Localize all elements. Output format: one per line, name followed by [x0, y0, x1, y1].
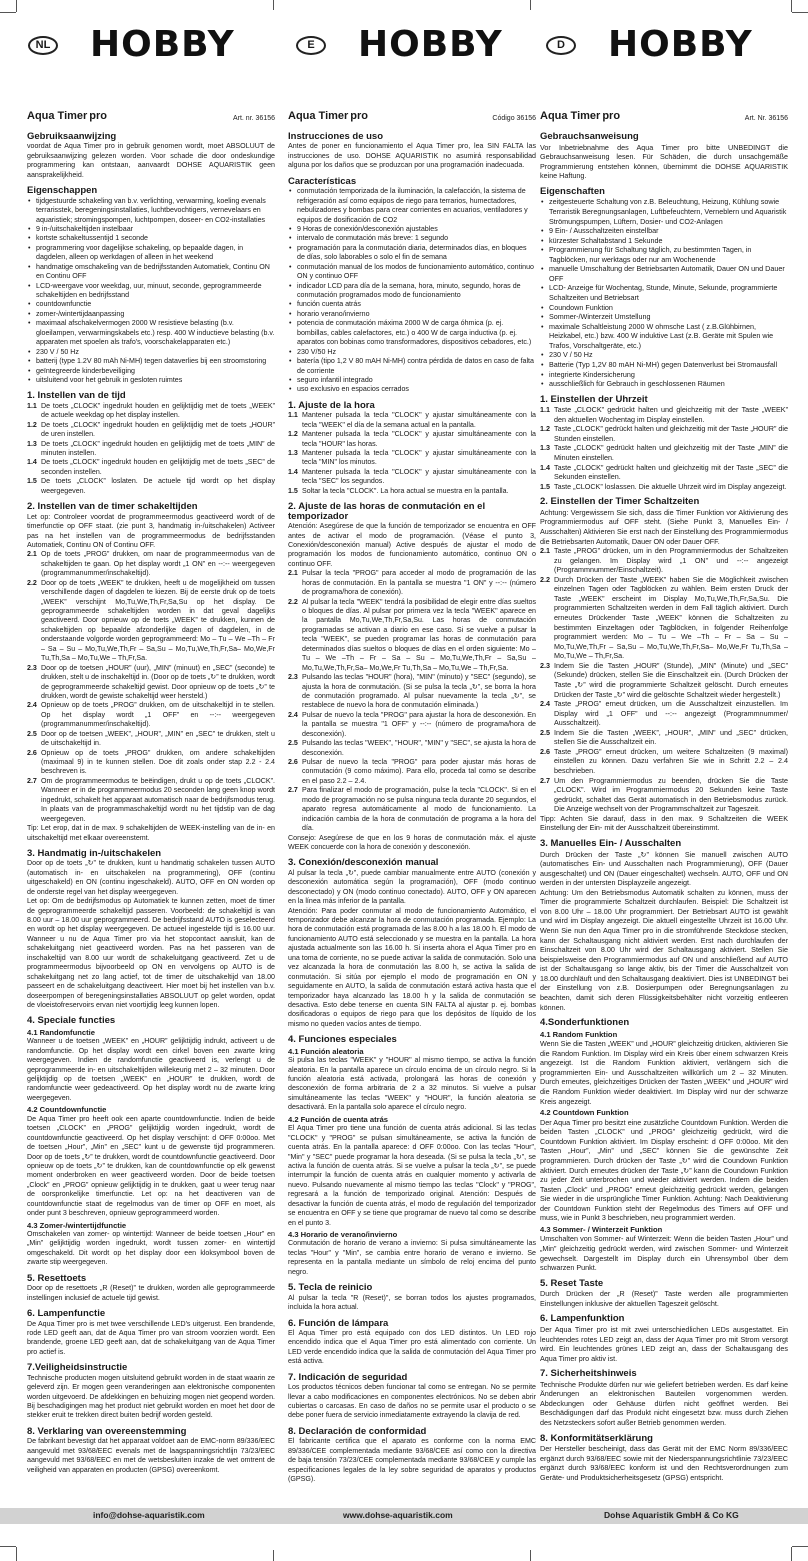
feature-item: • Programmierung für Schaltung täglich, zu bestimmten Tagen, in Tagblöcken, nur werktags oder nur am Wochenende: [540, 245, 788, 264]
section-heading: 5. Tecla de reinicio: [288, 1282, 373, 1294]
section-heading: 6. Lampenfunctie: [27, 1308, 106, 1320]
numbered-step: [27, 550, 275, 578]
feature-item: • LCD- Anzeige für Wochentag, Stunde, Minute, Sekunde, programmierte Schaltzeiten und Betriebsart: [540, 283, 788, 302]
feature-item: • horario verano/invierno: [288, 310, 536, 319]
crop-mark: [530, 1550, 531, 1561]
paragraph: Wanneer u de toetsen „WEEK” en „HOUR” gelijktijdig indrukt, activeert u de randomfunctie. Op het display wordt een cirkel boven een zwarte kring weergegeven. Indien de randomfunctie geactiveerd is, verlengt u de geprogrammeerde in- en uitschakeltijden willekeurig met 2 – 32 minuten. Door gelijktijdig op de toetsen „WEEK” en „HOUR” te drukken, wordt de randomfunctie weer gedeactiveerd. Op het display wordt nu de zwarte kring weergegeven.: [27, 1037, 275, 1102]
step-text: Mantener pulsada la tecla "CLOCK" y ajustar simultáneamente con la tecla "WEEK" el día de la semana actual en la pantalla.: [302, 411, 536, 429]
feature-list: [288, 187, 536, 395]
feature-item: • programación para la conmutación diaria, determinados días, en bloques de días, solo laborables o solo el fin de semana: [288, 244, 536, 263]
numbered-step: [540, 699, 788, 728]
step-text: Taste „CLOCK” gedrückt halten und gleichzeitig mit der Taste „WEEK” den aktuellen Wochentag im Display einstellen.: [554, 405, 788, 424]
footer-email[interactable]: info@dohse-aquaristik.com: [93, 1510, 205, 1520]
hobby-logo: [90, 24, 235, 65]
crop-mark: [530, 0, 531, 10]
product-title-suffix: pro: [350, 110, 369, 122]
numbered-step: [540, 661, 788, 699]
feature-item: • 9 in-/uitschakeltijden instelbaar: [27, 225, 275, 234]
feature-item: • maximale Schaltleistung 2000 W ohmsche Last ( z.B.Glühbirnen, Heizkabel, etc.) bzw. 400 W induktive Last (z.B. Geräte mit Spulen wie Trafos, Vorschaltgeräte, etc.): [540, 322, 788, 351]
feature-list: [27, 197, 275, 386]
step-text: Pulsar de nuevo la tecla "PROG" para ajustar la hora de desconexión. En la pantalla se muestra "1 OFF" y --:-- (número de programa/hora de desconexión).: [302, 710, 536, 738]
step-number: 2.6: [288, 758, 298, 766]
step-number: 2.3: [288, 673, 298, 682]
section-heading: Características: [288, 175, 357, 187]
section-heading: 1. Einstellen der Uhrzeit: [540, 393, 648, 405]
paragraph: Door op de toets „↻” te drukken, kunt u handmatig schakelen tussen AUTO (automatisch in- en uitschakelen na programmering), OFF (continu uitgeschakeld) en ON (continu ingeschakeld). AUTO, OFF en ON worden op de onderste regel van het display weergegeven.: [27, 859, 275, 896]
paragraph: Let op: Controleer voordat de programmeermodus geactiveerd wordt of de timerfunctie op OFF staat. (zie punt 3, handmatig in-/uitschakelen) Activeer pas na het instellen van de programmeermodus de bedrijfsstanden Automatiek, Continu ON of Continu OFF.: [27, 512, 275, 549]
section-heading: 6. Función de lámpara: [288, 1317, 389, 1329]
numbered-step: [540, 443, 788, 462]
feature-item: • conmutación manual de los modos de funcionamiento automático, continuo ON y continuo OFF: [288, 263, 536, 282]
language-badge: E: [296, 36, 326, 55]
step-text: Um den Programmiermodus zu beenden, drücken Sie die Taste „CLOCK”. Wird im Programmiermodus 20 Sekunden keine Taste gedrückt, schaltet das Gerät automatisch in den Betriebsmodus zurück. Die Anzeige wechselt von der Programmschaltzeit zur Tageszeit.: [554, 775, 788, 814]
step-number: 2.1: [288, 569, 298, 578]
step-number: 2.5: [540, 727, 550, 737]
step-number: 1.1: [27, 401, 37, 410]
numbered-step: [288, 758, 536, 786]
numbered-step: [288, 411, 536, 430]
step-number: 2.7: [27, 776, 37, 785]
step-text: Para finalizar el modo de programación, pulse la tecla "CLOCK". Si en el modo de programación no se pulsa ninguna tecla durante 20 segundos, el aparato regresa automáticamente al modo de funcionamiento. La indicación cambia de la hora de conmutación de programa a la hora del día.: [302, 786, 536, 833]
crop-mark: [273, 1550, 274, 1561]
feature-item: • uso exclusivo en espacios cerrados: [288, 385, 536, 394]
footer-company: Dohse Aquaristik GmbH & Co KG: [604, 1510, 739, 1520]
section-heading: 2. Einstellen der Timer Schaltzeiten: [540, 496, 700, 508]
crop-mark: [792, 1546, 808, 1547]
step-text: Taste „CLOCK” loslassen. Die aktuelle Uhrzeit wird im Display angezeigt.: [554, 481, 787, 491]
logo-text: HOBBY: [608, 24, 753, 65]
step-text: De toets „CLOCK” ingedrukt houden en gelijktijdig met de toets „SEC” de seconden instellen.: [41, 458, 275, 476]
step-number: 1.2: [288, 430, 298, 439]
numbered-step: [540, 747, 788, 776]
section-heading: 8. Konformitätserklärung: [540, 1432, 653, 1444]
step-text: Pulsando las teclas "HOUR" (hora), "MIN" (minuto) y "SEC" (segundo), se ajusta la hora de conmutación. (Si se pulsa la tecla „↻”, se borra la hora de conmutación programado. Al pulsar nuevamente la tecla „↻”, se restablece de nuevo la hora de conmutación eliminada.): [302, 673, 536, 710]
paragraph: De fabrikant bevestigt dat het apparaat voldoet aan de EMC-norm 89/336/EEC aangevuld met 93/68/EEC evenals met de laagspanningsrichtlijn 73/23/EEC aangevuld met 93/68/EEC en met de wetsbesluiten inzake de wet omtrent de veiligheid van apparaten en producten (GPSG) overeenkomt.: [27, 1437, 275, 1474]
step-text: Mantener pulsada la tecla "CLOCK" y ajustar simultáneamente con la tecla "HOUR" las horas.: [302, 430, 536, 448]
numbered-step: [540, 482, 788, 492]
crop-mark: [0, 1546, 16, 1547]
crop-mark: [273, 0, 274, 10]
paragraph: Atención: Asegúrese de que la función de temporizador se encuentra en OFF antes de activar el modo de programación. (Véase el punto 3, Conexión/desconexión manual) Active después de ajustar el modo de programación los modos de funcionamiento automático, continuo ON o continuo OFF.: [288, 522, 536, 568]
step-number: 2.6: [27, 748, 37, 757]
header-col: [538, 24, 790, 82]
step-number: 2.4: [540, 699, 550, 709]
title-row: [540, 112, 788, 126]
section-heading: 7. Sicherheitshinweis: [540, 1368, 637, 1380]
numbered-step: [27, 440, 275, 459]
footer-bar: [0, 1508, 808, 1524]
product-title-suffix: pro: [602, 110, 621, 122]
column-d: [540, 112, 788, 1482]
section-heading: 8. Declaración de conformidad: [288, 1425, 427, 1437]
numbered-step: [288, 786, 536, 833]
step-number: 1.2: [540, 424, 550, 434]
step-number: 1.3: [288, 449, 298, 457]
section-heading: 6. Lampenfunktion: [540, 1313, 625, 1325]
feature-item: • kürzester Schaltabstand 1 Sekunde: [540, 236, 788, 246]
step-number: 1.4: [288, 467, 298, 476]
tip-paragraph: Tipp: Achten Sie darauf, dass in den max. 9 Schaltzeiten die WEEK Einstellung der Ein- mit der Ausschaltzeit übereinstimmt.: [540, 813, 788, 833]
section-heading: 3. Manuelles Ein- / Ausschalten: [540, 837, 682, 849]
header-col: [288, 24, 540, 82]
footer-website[interactable]: www.dohse-aquaristik.com: [343, 1510, 453, 1520]
feature-item: • ausschließlich für Gebrauch in geschlossenen Räumen: [540, 379, 788, 389]
step-number: 2.4: [288, 710, 298, 719]
paragraph: De Aqua Timer pro is met twee verschillende LED's uitgerust. Een brandende, rode LED geeft aan, dat de Aqua Timer pro van stroom voorzien wordt. Een brandende, groene LED geeft aan, dat de schakeluitgang van de Aqua Timer pro actief is.: [27, 1319, 275, 1356]
step-text: Soltar la tecla "CLOCK". La hora actual se muestra en la pantalla.: [302, 486, 509, 495]
feature-item: • intervalo de conmutación más breve: 1 segundo: [288, 234, 536, 243]
step-text: Opnieuw op de toets „PROG” drukken, om andere schakeltijden (maximaal 9) in te kunnen stellen. Doe dit zoals onder stap 2.2 - 2.4 beschreven is.: [41, 748, 275, 776]
tip-paragraph: Consejo: Asegúrese de que en los 9 horas de conmutación máx. el ajuste WEEK concuerde con la hora de conexión y desconexión.: [288, 833, 536, 851]
step-text: Indem Sie die Tasten „HOUR” (Stunde), „MIN” (Minute) und „SEC” (Sekunde) drücken, stellen Sie die Einschaltzeit ein. (Durch Drücken der Taste „↻” wird die programmierte Schaltzeit gelöscht. Durch erneutes Drücken der Taste „↻” wird die gelöschte Schaltzeit wieder hergestellt.): [554, 660, 788, 699]
numbered-step: [27, 458, 275, 477]
feature-list: [540, 197, 788, 388]
numbered-step: [27, 701, 275, 729]
step-text: De toets „CLOCK” ingedrukt houden en gelijktijdig met de toets „MIN” de minuten instellen.: [41, 439, 275, 457]
feature-item: • LCD-weergave voor weekdag, uur, minuut, seconde, geprogrammeerde schakeltijden en bedrijfsstand: [27, 282, 275, 301]
numbered-step: [27, 749, 275, 777]
paragraph: Durch Drücken der Taste „↻” können Sie manuell zwischen AUTO (automatisches Ein- und Ausschalten nach Programmierung), OFF (Dauer ausgeschaltet) und ON (Dauer eingeschaltet) wechseln. AUTO, OFF und ON werden in der untersten Displayzeile angezeigt.: [540, 849, 788, 888]
paragraph: Al pulsar la tecla „↻”, puede cambiar manualmente entre AUTO (conexión y desconexión automática según la programación), OFF (modo continuo desconectado) y ON (modo continuo conectado). AUTO, OFF y ON aparecen en la línea más inferior de la pantalla.: [288, 868, 536, 906]
step-text: Mantener pulsada la tecla "CLOCK" y ajustar simultáneamente con la tecla "SEC" los segundos.: [302, 467, 536, 486]
step-number: 1.5: [540, 481, 550, 491]
section-heading: 5. Reset Taste: [540, 1277, 604, 1289]
section-heading: 5. Resettoets: [27, 1272, 87, 1284]
subsection-heading: 4.1 Randomfunctie: [27, 1027, 95, 1037]
numbered-step: [27, 421, 275, 440]
crop-mark: [791, 0, 792, 12]
section-heading: 8. Verklaring van overeenstemming: [27, 1425, 187, 1437]
hobby-logo: [608, 24, 753, 65]
step-text: Mantener pulsada la tecla "CLOCK" y ajustar simultáneamente con la tecla "MIN" los minutos.: [302, 449, 536, 467]
paragraph: El Aqua Timer pro tiene una función de cuenta atrás adicional. Si las teclas "CLOCK" y "PROG" se pulsan simultáneamente, se activa la función de cuenta atrás. En la pantalla aparece: d OFF 0:00oo. Con las teclas "Hour", "Min" y "SEC" puede programar la hora deseada. (Si se pulsa la tecla „↻”, se activa la función de cuenta atrás. Si se vuelve a pulsar la tecla „↻”, se puede interrumpir la función de cuenta atrás en cualquier momento y activarla de nuevo. Pulsando nuevamente al mismo tiempo las teclas "Clock" y "PROG", regresará a la función de temporizado original. Atención: Después de desactivar la función de cuenta atrás, el modo de regulación del temporizador se encuentra en OFF y se tiene que programar de nuevo tal como se describe en el punto 3.: [288, 1124, 536, 1227]
step-number: 2.2: [288, 597, 298, 606]
feature-item: • 230 V/50 Hz: [288, 348, 536, 357]
step-text: De toets „CLOCK” loslaten. De actuele tijd wordt op het display weergegeven.: [41, 477, 275, 495]
step-number: 1.1: [288, 411, 298, 420]
section-heading: Instrucciones de uso: [288, 131, 384, 142]
numbered-step: [540, 728, 788, 747]
paragraph: Atención: Para poder conmutar al modo de funcionamiento Automático, el temporizador debe alcanzar la hora de conmutación programada. Ejemplo: La hora de conmutación está programada de las 8.00 h a las 18.00 h. El modo de funcionamiento AUTO está seleccionado y se muestra en la pantalla. La hora ajustada actualmente son las 16.00 h. Si inserta ahora el Aqua Timer pro en una toma de corriente, no se puede activar la salida de conmutación. Solo una vez alcanzada la hora de conmutación las 8.00 h, se activa la salida de conmutación. Si sitúa por ejemplo el modo de programación en ON y seguidamente en AUTO, la salida de conmutación estará activa hasta que el temporizador haya alcanzado las 18.00 h y la salida de conmutación se desactiva. Esto debe tenerse en cuenta SIN FALTA al ajustar p. ej. bombas dosificadoras o equipos de riego para que los depósitos de líquido de los mismo no queden vacíos antes de tiempo.: [288, 906, 536, 1028]
step-number: 2.7: [288, 786, 298, 795]
subsection-heading: 4.2 Countdown Funktion: [540, 1108, 629, 1118]
paragraph: El fabricante certifica que el aparato es conforme con la norma EMC 89/336/CEE complementada mediante 93/68/CEE así como con la directiva de baja tensión 73/23/CEE complementada mediante 93/68/CEE y cumple las especificaciones legales de la ley sobre seguridad de aparatos y productos (GPSG).: [288, 1437, 536, 1484]
feature-item: • countdownfunctie: [27, 300, 275, 309]
paragraph: voordat de Aqua Timer pro in gebruik genomen wordt, moet ABSOLUUT de gebruiksaanwijzing gelezen worden. Voor schade die door ondeskundige programmering kan ontstaan, aanvaardt DOHSE AQUARISTIK geen aansprakelijkheid.: [27, 142, 275, 179]
header: [0, 24, 808, 82]
numbered-step: [27, 730, 275, 749]
feature-item: • geïntegreerde kinderbeveiliging: [27, 367, 275, 376]
feature-item: • zeitgesteuerte Schaltung von z.B. Beleuchtung, Heizung, Kühlung sowie Terraristik Beregnungsanlagen, Luftbefeuchtern, Verneblern und Aquaristik Strömungspumpen, Lüftern, Dosier- und CO2-Anlagen: [540, 197, 788, 226]
numbered-step: [540, 424, 788, 443]
subsection-heading: 4.3 Sommer- / Winterzeit Funktion: [540, 1224, 663, 1234]
feature-item: • conmutación temporizada de la iluminación, la calefacción, la sistema de refrigeración así como equipos de riego para terrarios, humectadores, nebulizadores y bombas para crear corrientes en acuarios, ventiladores y equipos de dosificación de CO2: [288, 187, 536, 225]
subsection-heading: 4.2 Countdownfunctie: [27, 1105, 107, 1115]
paragraph: Der Aqua Timer pro ist mit zwei unterschiedlichen LEDs ausgestattet. Ein leuchtendes rotes LED zeigt an, dass der Aqua Timer pro mit Strom versorgt wird. Ein leuchtendes grünes LED zeigt an, dass der Schaltausgang des Aqua Timer pro aktiv ist.: [540, 1324, 788, 1363]
step-text: Om de programmeermodus te beëindigen, drukt u op de toets „CLOCK”. Wanneer er in de programmeermodus 20 seconden lang geen knop wordt ingedrukt, schakelt het apparaat automatisch naar de bedrijfsmodus terug. In plaats van de programmaschakeltijd wordt nu het tijdstip van de dag weergegeven.: [41, 776, 275, 823]
step-text: Pulsar de nuevo la tecla "PROG" para poder ajustar más horas de conmutación (9 como máximo). Para ello, proceda tal como se describe en el paso 2.2 – 2.4.: [302, 758, 536, 785]
step-number: 2.7: [540, 775, 550, 785]
step-text: De toets „CLOCK” ingedrukt houden en gelijktijdig met de toets „WEEK” de actuele weekdag op het display instellen.: [41, 401, 275, 420]
paragraph: Antes de poner en funcionamiento el Aqua Timer pro, lea SIN FALTA las instrucciones de uso. DOHSE AQUARISTIK no asumirá responsabilidad alguna por los daños que se produzcan por una programación inadecuada.: [288, 142, 536, 170]
paragraph: Omschakelen van zomer- op wintertijd: Wanneer de beide toetsen „Hour” en „Min” gelijktijdig worden ingedrukt, wordt tussen zomer- en wintertijd omgeschakeld. Dit wordt op het display door een kloksymbool boven de zwarte stip weergegeven.: [27, 1230, 275, 1267]
section-heading: 3. Conexión/desconexión manual: [288, 857, 439, 869]
step-number: 1.1: [540, 405, 550, 415]
paragraph: Door op de resettoets „R (Reset)” te drukken, worden alle geprogrammeerde instellingen inclusief de actuele tijd gewist.: [27, 1284, 275, 1302]
paragraph: El Aqua Timer pro está equipado con dos LED distintos. Un LED rojo encendido indica que el Aqua Timer pro está alimentado con corriente. Un LED verde encendido indica que la salida de conmutación del Aqua Timer pro está activa.: [288, 1328, 536, 1366]
product-title: Aqua Timer: [27, 110, 88, 122]
crop-mark: [791, 1547, 792, 1561]
article-number: Art. nr. 36156: [232, 115, 275, 122]
crop-mark: [16, 0, 17, 12]
numbered-step: [540, 546, 788, 575]
header-col: [20, 24, 272, 82]
subsection-heading: 4.3 Horario de verano/invierno: [288, 1230, 398, 1239]
paragraph: Achtung: Vergewissern Sie sich, dass die Timer Funktion vor Aktivierung des Programmiermodus auf OFF steht. (Siehe Punkt 3, Manuelles Ein- / Ausschalten) Aktivieren Sie erst nach der Einstellung des Programmiermodus die Betriebsarten Automatik, Dauer ON oder Dauer OFF.: [540, 507, 788, 546]
paragraph: Conmutación de horario de verano a invierno: Si pulsa simultáneamente las teclas "Hour" y "Min", se cambia entre horario de verano e invierno. Se representa en la pantalla mediante un símbolo de reloj encima del punto negro.: [288, 1239, 536, 1276]
feature-item: • uitsluitend voor het gebruik in gesloten ruimtes: [27, 376, 275, 385]
step-number: 2.4: [27, 701, 37, 710]
feature-item: • indicador LCD para día de la semana, hora, minuto, segundo, horas de conmutación programados modo de funcionamiento: [288, 282, 536, 301]
step-text: Door op de toetsen „HOUR” (uur), „MIN” (minuut) en „SEC” (seconde) te drukken, stelt u de inschakeltijd in. (Door op de toets „↻” te drukken, wordt de geprogrammeerde schakeltijd gewist. Door opnieuw op de toets „↻” te drukken, wordt de gewiste schakeltijd weer hersteld.): [41, 663, 275, 700]
logo-text: HOBBY: [358, 24, 503, 65]
step-number: 1.4: [540, 462, 550, 472]
step-text: Al pulsar la tecla "WEEK" tendrá la posibilidad de elegir entre días sueltos o bloques de días. Al pulsar por primera vez la tecla "WEEK" aparece en la pantalla Mo,Tu,We,Th,Fr,Sa,Su. Las horas de conmutación programadas se activan a diario en ese caso. Si se vuelve a pulsar la tecla "WEEK", se pueden programar las horas de conmutación para determinados días sueltos o bloques de días en el orden siguiente: Mo – Tu – We –Th – Fr – Sa – Su – Mo,Tu,We,Th,Fr – Sa,Su – Mo,Tu,We,Th,Fr,Sa– Mo,We,Fr Tu,Th,Sa – Mo,Tu,We – Th,Fr,Sa.: [302, 597, 536, 672]
section-heading: 3. Handmatig in-/uitschakelen: [27, 847, 162, 859]
feature-item: • Batterie (Typ 1,2V 80 mAH Ni-MH) gegen Datenverlust bei Stromausfall: [540, 360, 788, 370]
step-text: Door op de toets „WEEK” te drukken, heeft u de mogelijkheid om tussen verschillende dagen of dagdelen te kiezen. Bij de eerste druk op de toets „WEEK” verschijnt Mo,Tu,We,Th,Fr,Sa,Su op het display. De geprogrammeerde schakeltijden worden in dat geval dagelijks geactiveerd. Door opnieuw op de toets „WEEK” te drukken, kunnen de schakeltijden op bepaalde afzonderlijke dagen of dagdelen, in de onderstaande volgorde worden geprogrammeerd: Mo – Tu – We –Th – Fr – Sa – Su – Mo,Tu,We,Th,Fr – Sa,Su – Mo,Tu,We,Th,Fr,Sa– Mo,We,Fr Tu,Th,Sa – Mo,Tu,We – Th,Fr,Sa.: [41, 578, 275, 663]
paragraph: Der Aqua Timer pro besitzt eine zusätzliche Countdown Funktion. Werden die beiden Tasten „CLOCK” und „PROG” gleichzeitig gedrückt, wird die Countdown Funktion aktiviert. Im Display erscheint: d OFF 0:00oo. Mit den Tasten „Hour”, „Min” und „SEC” können Sie die gewünschte Zeit programmieren. Durch drücken der Taste „↻” wird die Coundown Funktion aktiviert. Durch erneutes drücken der Taste „↻” kann die Coundown Funktion zu jeder Zeit unterbrochen und wieder aktiviert werden. Indem die beiden Tasten „Clock” und „PROG” erneut gleichzeitig gedrückt werden, gelangen Sie wieder in die ursprüngliche Timer Funktion. Achtung: Nach Deaktivierung der Countdown Funktion steht der Regelmodus des Timers auf OFF und muss, wie in Punkt 3 beschrieben, neu programmiert werden.: [540, 1117, 788, 1223]
step-text: Op de toets „PROG” drukken, om naar de programmeermodus van de schakeltijden te gaan. Op het display wordt „1 ON” en --:-- weergegeven (programmanummer/inschakeltijd).: [41, 550, 275, 578]
numbered-step: [288, 739, 536, 758]
paragraph: Let op: Om de bedrijfsmodus op Automatiek te kunnen zetten, moet de timer de geprogrammeerde schakeltijd passeren. Voorbeeld: de schakeltijd is van 8.00 uur – 18.00 uur geprogrammeerd. De bedrijfsstand AUTO is geselecteerd en wordt op het display weergegeven. De actueel ingestelde tijd is 16.00 uur. Wanneer u nu de Aqua Timer pro via het stopcontact aansluit, kan de schakeluitgang niet geactiveerd worden. Pas na het passeren van de inschakeltijd van 8.00 uur wordt de schakeluitgang geactiveerd. Zet u de programmeermodus bijvoorbeeld op ON en vervolgens op AUTO is de schakeluitgang net zo lang actief, tot de timer de uitschakeltijd van 18.00 passeert en de schakeluitgang deactiveert. Hier moet bij het instellen van b.v. doseerpompen of beregeningsinstallaties ABSOLUUT op gelet worden, opdat de vloeistofreservoirs ervan niet voortijdig leeg kunnen lopen.: [27, 897, 275, 1009]
numbered-step: [540, 575, 788, 661]
feature-item: • seguro infantil integrado: [288, 376, 536, 385]
paragraph: Durch Drücken der „R (Reset)” Taste werden alle programmierten Einstellungen inklusive der aktuellen Tageszeit gelöscht.: [540, 1289, 788, 1308]
paragraph: Umschalten von Sommer- auf Winterzeit: Wenn die beiden Tasten „Hour” und „Min” gleichzeitig gedrückt werden, wird zwischen Sommer- und Winterzeit gewechselt. Dargestellt im Display durch ein Uhrensymbol über dem schwarzen Punkt.: [540, 1234, 788, 1273]
subsection-heading: 4.1 Función aleatoria: [288, 1046, 364, 1056]
section-heading: Gebruiksaanwijzing: [27, 131, 117, 142]
tip-paragraph: Tip: Let erop, dat in de max. 9 schakeltijden de WEEK-instelling van de in- en uitschakeltijd met elkaar overeenstemt.: [27, 824, 275, 842]
feature-item: • 9 Horas de conexión/desconexión ajustables: [288, 225, 536, 234]
step-number: 1.5: [288, 486, 298, 495]
section-heading: 1. Ajuste de la hora: [288, 399, 375, 411]
numbered-step: [27, 402, 275, 421]
step-number: 2.2: [27, 578, 37, 587]
section-heading: 4.Sonderfunktionen: [540, 1017, 630, 1029]
step-number: 2.5: [288, 739, 298, 748]
paragraph: Los productos técnicos deben funcionar tal como se entregan. No se permite llevar a cabo modificaciones en componentes electrónicos. No se deben abrir cubiertas o carcasas. En caso de daños no se permite usar el producto o se debe poner fuera de servicio inmediatamente extrayendo la clavija de red.: [288, 1383, 536, 1420]
section-heading: Eigenschappen: [27, 185, 98, 197]
feature-item: • batería (tipo 1,2 V 80 mAH Ni-MH) contra pérdida de datos en caso de falta de corriente: [288, 357, 536, 376]
numbered-step: [27, 477, 275, 496]
feature-item: • batterij (type 1.2V 80 mAh Ni-MH) tegen dataverlies bij een stroomstoring: [27, 357, 275, 366]
product-title-suffix: pro: [89, 110, 108, 122]
numbered-step: [288, 430, 536, 449]
step-number: 1.4: [27, 458, 37, 467]
paragraph: Vor Inbetriebnahme des Aqua Timer pro bitte UNBEDINGT die Gebrauchsanweisung lesen. Für Schäden, die durch unsachgemäße Programmierung entstehen können, übernimmt die DOHSE AQUARISTIK keine Haftung.: [540, 142, 788, 181]
feature-item: • programmering voor dagelijkse schakeling, op bepaalde dagen, in dagdelen, alleen op werkdagen of alleen in het weekend: [27, 244, 275, 263]
section-heading: 2. Instellen van de timer schakeltijden: [27, 501, 198, 513]
step-number: 2.1: [540, 546, 550, 556]
crop-mark: [792, 12, 808, 13]
numbered-step: [27, 579, 275, 664]
product-title: Aqua Timer: [288, 110, 349, 122]
feature-item: • zomer-/wintertijdaanpassing: [27, 310, 275, 319]
numbered-step: [288, 673, 536, 711]
feature-item: • manuelle Umschaltung der Betriebsarten Automatik, Dauer ON und Dauer OFF: [540, 264, 788, 283]
article-number: Código 36156: [492, 115, 536, 122]
section-heading: 2. Ajuste de las horas de conmutación en el temporizador: [288, 501, 486, 522]
numbered-step: [540, 776, 788, 814]
column-nl: [27, 112, 275, 1475]
step-text: Taste „PROG” erneut drücken, um die Ausschaltzeit einzustellen. Im Display wird „1 OFF” und --:-- angezeigt (Programmnummer/ Ausschaltzeit).: [554, 699, 788, 728]
crop-mark: [0, 12, 16, 13]
step-text: Pulsar la tecla "PROG" para acceder al modo de programación de las horas de conmutación. En la pantalla se muestra "1 ON" y --:-- (número de programa/hora de conexión).: [302, 569, 536, 597]
step-text: Durch Drücken der Taste „WEEK” haben Sie die Möglichkeit zwischen einzelnen Tagen oder Tagblöcken zu wählen. Beim ersten Druck der Taste „WEEK” erscheint im Display Mo,Tu,We,Th,Fr,Sa,Su. Die programmierten Schaltzeiten werden in dem Fall täglich aktiviert. Durch erneutes Drückender Taste „WEEK” können die Schaltzeiten zu bestimmten Einzeltagen oder Tagblöcken, in folgender Reihenfolge programmiert werden: Mo – Tu – We –Th – Fr – Sa – Su – Mo,Tu,We,Th,Fr – Sa,Su – Mo,Tu,We,Th,Fr,Sa– Mo,We,Fr Tu,Th,Sa – Mo,Tu,We – Th,Fr,Sa.: [554, 574, 788, 661]
numbered-step: [288, 711, 536, 739]
feature-item: • potencia de conmutación máxima 2000 W de carga óhmica (p. ej. bombillas, cables calefactores, etc.) o 400 W de carga inductiva (p. ej. aparatos con bobinas como transformadores, dispositivos cebadores, etc.): [288, 319, 536, 347]
subsection-heading: 4.3 Zomer-/wintertijdfunctie: [27, 1220, 127, 1230]
section-heading: Eigenschaften: [540, 185, 605, 197]
numbered-step: [540, 405, 788, 424]
step-text: Taste „CLOCK” gedrückt halten und gleichzeitig mit der Taste „HOUR” die Stunden einstellen.: [554, 424, 788, 443]
paragraph: Der Hersteller bescheinigt, dass das Gerät mit der EMC Norm 89/336/EEC ergänzt durch 93/68/EEC sowie mit der Niederspannungsrichtlinie 73/23/EEC ergänzt durch 93/68/EEC konform ist und den Rechtsverordnungen zum Geräte- und Produktsicherheitsgesetz (GPSG) entspricht.: [540, 1444, 788, 1482]
step-text: Pulsando las teclas "WEEK", "HOUR", "MIN" y "SEC", se ajusta la hora de desconexión.: [302, 739, 536, 757]
numbered-step: [288, 598, 536, 674]
step-number: 2.3: [540, 660, 550, 670]
numbered-step: [288, 569, 536, 597]
paragraph: Achtung: Um den Betriebsmodus Automatik schalten zu können, muss der Timer die programmierte Schaltzeit durchlaufen. Beispiel: Die Schaltzeit ist von 8.00 Uhr – 18.00 Uhr programmiert. Der Betriebsart AUTO ist gewählt und wird im Display angezeigt. Die aktuell eingestellte Uhrzeit ist 16.00 Uhr. Wenn Sie nun den Aqua Timer pro in die stromführende Steckdose stecken, kann der Schaltausgang nicht aktiviert werden. Erst nach durchlaufen der Einschaltzeit von 8.00 Uhr wird der Schaltausgang aktiviert. Stellen Sie beispielsweise den Programmiermodus auf ON und anschließend auf AUTO ist der Schaltausgang so lange aktiv, bis der Timer die Ausschaltzeit von 18.00 durchläuft und den Schaltausgang deaktiviert. Dies ist UNBEDINGT bei der Einstellung von z.B. Dosierpumpen oder Beregnungsanlagen zu beachten, damit sich deren Flüssigkeitsbehälter nicht vorzeitig entleeren können.: [540, 887, 788, 1012]
column-e: [288, 112, 536, 1485]
feature-item: • maximaal afschakelvermogen 2000 W resistieve belasting (b.v. gloeilampen, verwarmingskabels etc.) resp. 400 W inductieve belasting (b.v. apparaten met spoelen als trafo's, voorschakelapparaten etc.): [27, 319, 275, 347]
logo-text: HOBBY: [90, 24, 235, 65]
feature-item: • tijdgestuurde schakeling van b.v. verlichting, verwarming, koeling evenals terrarisstek, beregeningsinstallaties, luchtbevochtigers, vernevelaars en aquaristiek; stromingspompen, luchtpompen, doseer- en CO2-installaties: [27, 197, 275, 225]
paragraph: Si pulsa las teclas "WEEK" y "HOUR" al mismo tiempo, se activa la función aleatoria. En la pantalla aparece un círculo encima de un círculo negro. Si la función aleatoria está activada, prolongará las horas de conexión y desconexión de forma arbitraria de 2 a 32 minutos. Si vuelve a pulsar simultáneamente las teclas "WEEK" y "HOUR", la función aleatoria se desactivará. En la pantalla solo aparece el círculo negro.: [288, 1056, 536, 1112]
section-heading: 7. Indicación de seguridad: [288, 1371, 408, 1383]
step-text: Indem Sie die Tasten „WEEK”, „HOUR”, „MIN” und „SEC” drücken, stellen Sie die Ausschaltzeit ein.: [554, 727, 788, 747]
numbered-step: [288, 487, 536, 496]
subsection-heading: 4.1 Random Funktion: [540, 1029, 618, 1039]
paragraph: De Aqua Timer pro heeft ook een aparte countdownfunctie. Indien de beide toetsen „CLOCK” en „PROG” gelijktijdig worden ingedrukt, wordt de countdownfunctie geactiveerd. Op het display verschijnt: d OFF 0:00oo. Met de toetsen „Hour”, „Min” en „SEC” kunt u de gewenste tijd programmeren. Door op de toets „↻” te drukken, wordt de countdownfunctie geactiveerd. Door opnieuw op de toets „↻” te drukken, kan de countdownfunctie op elk gewenst moment onderbroken en weer geactiveerd worden. Door de beide toetsen „Clock” en „PROG” opnieuw gelijktijdig in te drukken, gaat u weer terug naar de oorspronkelijke timerfunctie. Let op: na het deactiveren van de countdownfunctie staat de regelmodus van de timer op OFF en moet, als onder punt 3 beschreven, opnieuw geprogrammeerd worden.: [27, 1114, 275, 1218]
numbered-step: [540, 463, 788, 482]
product-title: Aqua Timer: [540, 110, 601, 122]
step-text: Taste „CLOCK” gedrückt halten und gleichzeitig mit der Taste „SEC” die Sekunden einstellen.: [554, 462, 788, 482]
feature-item: • integrierte Kindersicherung: [540, 370, 788, 380]
step-number: 2.5: [27, 729, 37, 738]
title-row: [288, 112, 536, 126]
feature-item: • kortste schakeltussentijd 1 seconde: [27, 234, 275, 243]
feature-item: • Coundown Funktion: [540, 303, 788, 313]
step-text: De toets „CLOCK” ingedrukt houden en gelijktijdig met de toets „HOUR” de uren instellen.: [41, 420, 275, 439]
step-number: 2.2: [540, 574, 550, 584]
paragraph: Technische producten mogen uitsluitend gebruikt worden in de staat waarin ze geleverd zijn. Er mogen geen veranderingen aan elektronische componenten worden uitgevoerd. De afdekkingen en behuizing mogen niet geopend worden. Bij beschadigingen mag het product niet gebruikt worden en moet het door de stekker eruit te trekken direct buiten bedrijf worden gesteld.: [27, 1373, 275, 1420]
section-heading: 4. Funciones especiales: [288, 1034, 397, 1046]
feature-item: • 230 V / 50 Hz: [540, 350, 788, 360]
numbered-step: [27, 777, 275, 824]
feature-item: • 230 V / 50 Hz: [27, 348, 275, 357]
hobby-logo: [358, 24, 503, 65]
article-number: Art. Nr. 36156: [744, 115, 788, 122]
paragraph: Wenn Sie die Tasten „WEEK” und „HOUR” gleichzeitig drücken, aktivieren Sie die Random Funktion. Im Display wird ein Kreis über einem schwarzen Kreis angezeigt. Ist die Random Funktion aktiviert, verlängern sich die programmierten Ein- und Ausschaltzeiten willkürlich um 2 – 32 Minuten. Durch erneutes, gleichzeitiges Drücken der Tasten „WEEK” und „HOUR” wird die Random Funktion wieder deaktiviert. Im Display wird nur der schwarze Kreis angezeigt.: [540, 1039, 788, 1106]
feature-item: • 9 Ein- / Ausschaltzeiten einstellbar: [540, 226, 788, 236]
paragraph: Al pulsar la tecla "R (Reset)", se borran todos los ajustes programados, incluida la hora actual.: [288, 1293, 536, 1312]
numbered-step: [27, 664, 275, 702]
step-number: 2.1: [27, 550, 37, 559]
title-row: [27, 112, 275, 126]
section-heading: 7.Veiligheidsinstructie: [27, 1362, 128, 1374]
step-text: Door op de toetsen „WEEK”, „HOUR”, „MIN” en „SEC” te drukken, stelt u de uitschakeltijd in.: [41, 729, 275, 748]
step-number: 2.6: [540, 746, 550, 756]
step-number: 1.3: [27, 439, 37, 448]
step-text: Opnieuw op de toets „PROG” drukken, om de uitschakeltijd in te stellen. Op het display wordt „1 OFF” en --:-- weergegeven (programmanummer/inschakeltijd).: [41, 701, 275, 729]
step-text: Taste „CLOCK” gedrückt halten und gleichzeitig mit der Taste „MIN” die Minuten einstellen.: [554, 443, 788, 462]
step-number: 1.2: [27, 420, 37, 429]
step-number: 1.3: [540, 443, 550, 453]
step-number: 1.5: [27, 477, 37, 486]
step-text: Taste „PROG” drücken, um in den Programmiermodus der Schaltzeiten zu gelangen. Im Display wird „1 ON” und --:-- angezeigt (Programmnummer/Einschaltzeit).: [554, 546, 788, 575]
crop-mark: [16, 1547, 17, 1561]
feature-item: • función cuenta atrás: [288, 300, 536, 309]
section-heading: Gebrauchsanweisung: [540, 131, 639, 142]
language-badge: D: [546, 36, 576, 55]
subsection-heading: 4.2 Función de cuenta atrás: [288, 1114, 389, 1124]
numbered-step: [288, 449, 536, 468]
numbered-step: [288, 468, 536, 487]
section-heading: 4. Speciale functies: [27, 1015, 116, 1027]
paragraph: Technische Produkte dürfen nur wie geliefert betrieben werden. Es darf keine Änderungen an elektronischen Bauteilen vorgenommen werden. Abdeckungen oder Gehäuse dürfen nicht geöffnet werden. Bei Beschädigungen darf das Produkt nicht eingesetzt bzw. muss durch Ziehen des Netzsteckers sofort außer Betrieb genommen werden.: [540, 1379, 788, 1427]
feature-item: • handmatige omschakeling van de bedrijfsstanden Automatiek, Continu ON en Continu OFF: [27, 263, 275, 282]
language-badge: NL: [28, 36, 58, 55]
section-heading: 1. Instellen van de tijd: [27, 390, 126, 402]
step-text: Taste „PROG” erneut drücken, um weitere Schaltzeiten (9 maximal) einstellen zu können. Dazu verfahren Sie wie in Schritt 2.2 – 2.4 beschrieben.: [554, 746, 788, 775]
feature-item: • Sommer-/Winterzeit Umstellung: [540, 312, 788, 322]
step-number: 2.3: [27, 663, 37, 672]
